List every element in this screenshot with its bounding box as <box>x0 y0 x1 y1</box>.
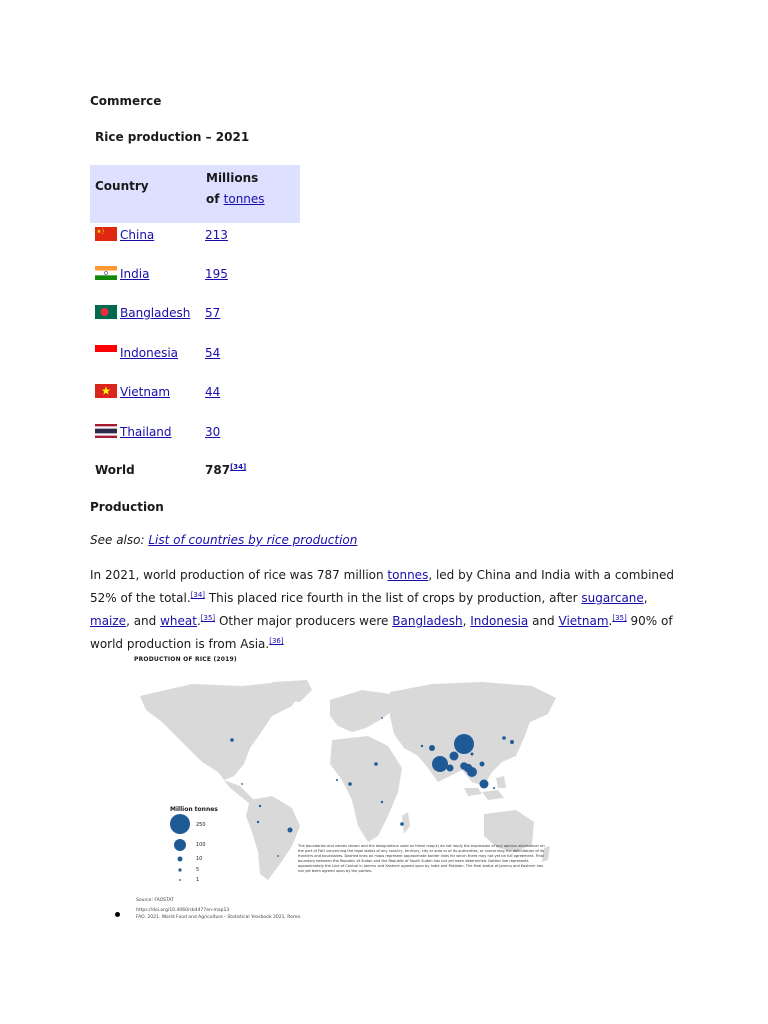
reference-35-link[interactable]: [35] <box>200 614 216 622</box>
text: In 2021, world production of rice was 787 million <box>90 568 388 582</box>
korea-bubble <box>502 736 506 740</box>
country-link-indonesia[interactable]: Indonesia <box>120 346 179 360</box>
iran-bubble <box>421 745 423 747</box>
tanzania-bubble <box>381 801 383 803</box>
usa-bubble <box>230 738 234 742</box>
column-header-of: of <box>206 192 224 206</box>
reference-36-link[interactable]: [36] <box>269 637 284 645</box>
section-heading-commerce: Commerce <box>90 94 162 108</box>
legend-bubbles <box>168 814 198 886</box>
china-bubble <box>454 734 474 754</box>
column-header-country: Country <box>95 179 149 193</box>
text: , <box>643 591 648 605</box>
india-bubble <box>432 756 448 772</box>
myanmar-bubble <box>447 765 454 772</box>
maize-link[interactable]: maize <box>90 614 127 628</box>
value-link-indonesia[interactable]: 54 <box>205 346 221 360</box>
text: This placed rice fourth in the list of crops by production, after <box>205 591 582 605</box>
bangladesh-link[interactable]: Bangladesh <box>392 614 463 628</box>
map-disclaimer: The boundaries and names shown and the designations used on these map(s) do not imply the expression of any opinion whatsoever on the part of FAO concerning the legal status of any country, territory, city or area or of its authorities, or concerning the delimitation of its frontiers and boundaries. Dashed lines on maps represent approximate border lines for which there may not yet be full agreement. Final boundary between the Republic of Sudan and the Republic of South Sudan has not yet been determined. Dotted line represents approximately the Line of Control in Jammu and Kashmir agreed upon by India and Pakistan. The final status of Jammu and Kashmir has not yet been agreed upon by the parties. <box>298 844 545 873</box>
text: . <box>608 614 613 628</box>
text: , and <box>126 614 161 628</box>
figure-doi: https://doi.org/10.4060/cb4477en-map13 <box>136 908 230 913</box>
legend-label-100: 100 <box>196 842 206 848</box>
indonesia-link[interactable]: Indonesia <box>470 614 529 628</box>
thailand-flag-icon <box>95 424 117 438</box>
argentina-bubble <box>277 855 279 857</box>
legend-label-250: 250 <box>196 822 206 828</box>
india-flag-icon <box>95 266 117 280</box>
list-bullet <box>115 912 120 917</box>
text: , <box>462 614 471 628</box>
reference-34-link[interactable]: [34] <box>190 591 206 599</box>
japan-bubble <box>510 740 514 744</box>
mexico-bubble <box>241 783 243 785</box>
reference-35-link[interactable]: [35] <box>612 614 627 622</box>
vietnam-flag-icon <box>95 384 117 398</box>
value-link-bangladesh[interactable]: 57 <box>205 306 221 320</box>
madagascar-bubble <box>400 822 404 826</box>
indonesia-flag-icon <box>95 345 117 359</box>
thailand-bubble <box>460 762 468 770</box>
value-link-china[interactable]: 213 <box>205 228 228 242</box>
bangladesh-bubble <box>450 752 459 761</box>
laos-bubble <box>471 753 474 756</box>
column-header-value <box>206 168 265 210</box>
nigeria-bubble <box>348 782 352 786</box>
sugarcane-link[interactable]: sugarcane <box>581 591 644 605</box>
colombia-bubble <box>259 805 261 807</box>
see-also-note <box>90 533 357 547</box>
egypt-bubble <box>374 762 378 766</box>
table-header <box>90 165 300 223</box>
value-link-thailand[interactable]: 30 <box>205 425 221 439</box>
country-link-thailand[interactable]: Thailand <box>120 425 172 439</box>
text: . <box>196 614 201 628</box>
text: and <box>528 614 559 628</box>
philippines-bubble <box>480 780 489 789</box>
country-link-china[interactable]: China <box>120 228 155 242</box>
country-link-bangladesh[interactable]: Bangladesh <box>120 306 191 320</box>
malaysia-bubble <box>493 787 495 789</box>
text: 90% of world production is from Asia. <box>90 614 673 651</box>
legend-label-10: 10 <box>196 856 203 862</box>
figure-title: PRODUCTION OF RICE (2019) <box>134 656 237 663</box>
tonnes-link[interactable]: tonnes <box>387 568 429 582</box>
wheat-link[interactable]: wheat <box>160 614 197 628</box>
list-of-countries-link[interactable]: List of countries by rice production <box>148 533 358 547</box>
legend-label-5: 5 <box>196 867 200 873</box>
production-paragraph <box>90 565 690 654</box>
mali-bubble <box>336 779 338 781</box>
section-heading-production: Production <box>90 500 164 514</box>
cambodia-bubble <box>480 762 485 767</box>
world-label: World <box>95 463 135 477</box>
country-link-india[interactable]: India <box>120 267 150 281</box>
peru-bubble <box>257 821 259 823</box>
world-value-number: 787 <box>205 463 231 477</box>
pakistan-bubble <box>429 745 435 751</box>
rice-production-map-figure <box>132 652 562 922</box>
russia-bubble <box>381 717 383 719</box>
value-link-vietnam[interactable]: 44 <box>205 385 221 399</box>
reference-34-link[interactable]: [34] <box>230 463 247 471</box>
bangladesh-flag-icon <box>95 305 117 319</box>
world-value <box>205 463 246 477</box>
text: Other major producers were <box>215 614 393 628</box>
brazil-bubble <box>288 828 293 833</box>
country-link-vietnam[interactable]: Vietnam <box>120 385 171 399</box>
see-also-prefix: See also: <box>90 533 149 547</box>
legend-title: Million tonnes <box>170 806 218 813</box>
column-header-millions: Millions <box>206 171 259 185</box>
china-flag-icon <box>95 227 117 241</box>
vietnam-link[interactable]: Vietnam <box>558 614 609 628</box>
text: , led by China and India with a combined 52% of the total. <box>90 568 675 605</box>
legend-label-1: 1 <box>196 877 200 883</box>
value-link-india[interactable]: 195 <box>205 267 228 281</box>
figure-source: Source: FAOSTAT <box>136 898 174 903</box>
table-caption: Rice production – 2021 <box>95 130 250 144</box>
tonnes-link[interactable]: tonnes <box>223 192 265 206</box>
figure-citation: FAO. 2021. World Food and Agriculture - Statistical Yearbook 2021. Rome. <box>136 915 302 920</box>
